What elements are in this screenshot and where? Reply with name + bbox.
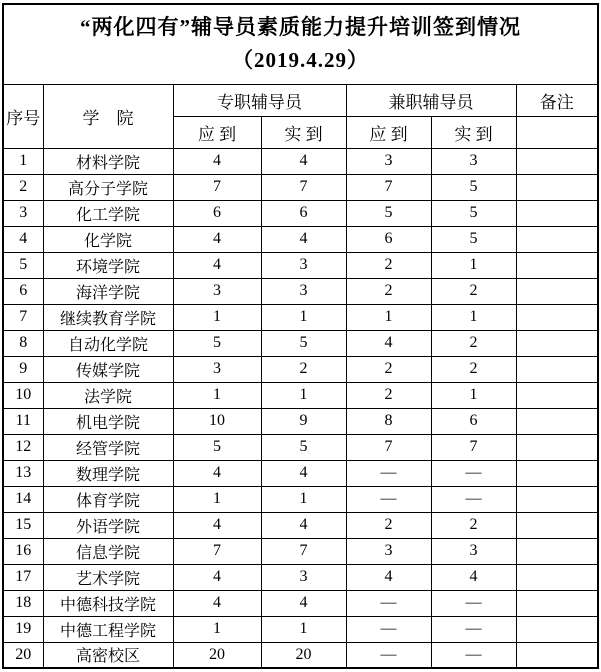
cell-college: 中德工程学院 [43, 616, 173, 642]
cell-no: 4 [3, 226, 43, 252]
cell-pt-actual: 1 [431, 382, 516, 408]
cell-ft-expected: 6 [173, 200, 261, 226]
table-row [3, 434, 598, 460]
cell-no: 10 [3, 382, 43, 408]
cell-ft-expected: 4 [173, 460, 261, 486]
cell-college: 化学院 [43, 226, 173, 252]
table-row [3, 330, 598, 356]
cell-college: 环境学院 [43, 252, 173, 278]
cell-remark [516, 538, 598, 564]
cell-ft-actual: 3 [261, 278, 346, 304]
cell-pt-expected: 4 [346, 330, 431, 356]
cell-ft-actual: 3 [261, 252, 346, 278]
cell-remark [516, 564, 598, 590]
table-body [3, 4, 598, 668]
cell-pt-expected: 3 [346, 148, 431, 174]
cell-pt-actual: 2 [431, 512, 516, 538]
cell-no: 17 [3, 564, 43, 590]
cell-pt-expected: 2 [346, 356, 431, 382]
table-row [3, 642, 598, 668]
cell-ft-expected: 4 [173, 148, 261, 174]
cell-ft-actual: 5 [261, 434, 346, 460]
cell-remark [516, 486, 598, 512]
title-line2: （2019.4.29） [232, 48, 370, 73]
cell-ft-actual: 4 [261, 512, 346, 538]
cell-pt-actual: — [431, 590, 516, 616]
cell-ft-expected: 4 [173, 512, 261, 538]
cell-ft-actual: 1 [261, 616, 346, 642]
cell-no: 2 [3, 174, 43, 200]
cell-ft-expected: 4 [173, 590, 261, 616]
header-college: 学 院 [43, 84, 173, 148]
cell-no: 8 [3, 330, 43, 356]
cell-pt-actual: — [431, 616, 516, 642]
cell-remark [516, 174, 598, 200]
table-row [3, 512, 598, 538]
cell-remark [516, 512, 598, 538]
document-title [3, 4, 598, 84]
cell-ft-expected: 3 [173, 356, 261, 382]
cell-pt-actual: — [431, 642, 516, 668]
cell-pt-expected: 2 [346, 512, 431, 538]
cell-remark [516, 148, 598, 174]
cell-college: 海洋学院 [43, 278, 173, 304]
cell-pt-actual: 3 [431, 148, 516, 174]
cell-college: 法学院 [43, 382, 173, 408]
cell-college: 经管学院 [43, 434, 173, 460]
table-row [3, 486, 598, 512]
cell-ft-actual: 5 [261, 330, 346, 356]
cell-pt-expected: 2 [346, 278, 431, 304]
cell-pt-expected: 8 [346, 408, 431, 434]
table-row [3, 538, 598, 564]
cell-ft-actual: 4 [261, 590, 346, 616]
cell-no: 3 [3, 200, 43, 226]
cell-remark [516, 200, 598, 226]
cell-ft-actual: 4 [261, 460, 346, 486]
cell-ft-expected: 1 [173, 382, 261, 408]
cell-no: 14 [3, 486, 43, 512]
header-fulltime-expected: 应 到 [173, 116, 261, 148]
cell-no: 18 [3, 590, 43, 616]
cell-pt-expected: — [346, 616, 431, 642]
cell-pt-expected: 6 [346, 226, 431, 252]
cell-pt-actual: 7 [431, 434, 516, 460]
cell-pt-expected: 2 [346, 252, 431, 278]
cell-ft-actual: 20 [261, 642, 346, 668]
cell-no: 5 [3, 252, 43, 278]
header-fulltime-group: 专职辅导员 [173, 84, 346, 116]
cell-no: 13 [3, 460, 43, 486]
cell-remark [516, 434, 598, 460]
cell-ft-actual: 4 [261, 226, 346, 252]
cell-remark [516, 408, 598, 434]
cell-remark [516, 460, 598, 486]
cell-ft-actual: 7 [261, 538, 346, 564]
cell-remark [516, 642, 598, 668]
cell-pt-actual: 5 [431, 226, 516, 252]
cell-no: 12 [3, 434, 43, 460]
cell-pt-expected: — [346, 590, 431, 616]
cell-remark [516, 616, 598, 642]
header-row-main [3, 84, 598, 116]
header-parttime-expected: 应 到 [346, 116, 431, 148]
cell-remark [516, 252, 598, 278]
table-row [3, 590, 598, 616]
cell-pt-actual: 4 [431, 564, 516, 590]
cell-pt-expected: 4 [346, 564, 431, 590]
cell-college: 机电学院 [43, 408, 173, 434]
cell-ft-expected: 4 [173, 564, 261, 590]
signin-table [2, 3, 599, 669]
cell-no: 20 [3, 642, 43, 668]
cell-college: 中德科技学院 [43, 590, 173, 616]
cell-pt-actual: 1 [431, 304, 516, 330]
cell-no: 15 [3, 512, 43, 538]
cell-remark [516, 278, 598, 304]
cell-ft-actual: 9 [261, 408, 346, 434]
cell-remark [516, 356, 598, 382]
cell-no: 11 [3, 408, 43, 434]
cell-pt-expected: — [346, 460, 431, 486]
cell-ft-expected: 20 [173, 642, 261, 668]
cell-no: 6 [3, 278, 43, 304]
cell-college: 数理学院 [43, 460, 173, 486]
cell-pt-actual: — [431, 486, 516, 512]
cell-college: 高密校区 [43, 642, 173, 668]
cell-no: 7 [3, 304, 43, 330]
cell-ft-expected: 4 [173, 252, 261, 278]
cell-pt-actual: 1 [431, 252, 516, 278]
cell-pt-expected: 7 [346, 174, 431, 200]
cell-ft-actual: 2 [261, 356, 346, 382]
cell-college: 继续教育学院 [43, 304, 173, 330]
table-row [3, 356, 598, 382]
cell-pt-expected: 3 [346, 538, 431, 564]
header-fulltime-actual: 实 到 [261, 116, 346, 148]
cell-no: 16 [3, 538, 43, 564]
cell-no: 19 [3, 616, 43, 642]
cell-pt-expected: 5 [346, 200, 431, 226]
cell-ft-expected: 1 [173, 616, 261, 642]
table-row [3, 304, 598, 330]
cell-pt-expected: 1 [346, 304, 431, 330]
cell-remark [516, 330, 598, 356]
header-parttime-group: 兼职辅导员 [346, 84, 516, 116]
cell-remark [516, 590, 598, 616]
cell-pt-expected: — [346, 486, 431, 512]
title-line1: “两化四有”辅导员素质能力提升培训签到情况 [80, 14, 522, 39]
header-remark: 备注 [516, 84, 598, 116]
title-row [3, 4, 598, 84]
table-row [3, 226, 598, 252]
cell-college: 化工学院 [43, 200, 173, 226]
cell-ft-expected: 10 [173, 408, 261, 434]
cell-pt-expected: — [346, 642, 431, 668]
header-no: 序号 [3, 84, 43, 148]
cell-remark [516, 382, 598, 408]
table-row [3, 148, 598, 174]
cell-ft-actual: 1 [261, 382, 346, 408]
cell-pt-actual: — [431, 460, 516, 486]
table-row [3, 174, 598, 200]
cell-college: 传媒学院 [43, 356, 173, 382]
table-row [3, 200, 598, 226]
cell-remark [516, 226, 598, 252]
cell-ft-actual: 4 [261, 148, 346, 174]
table-row [3, 460, 598, 486]
header-remark-empty [516, 116, 598, 148]
table-row [3, 278, 598, 304]
cell-pt-actual: 3 [431, 538, 516, 564]
cell-pt-actual: 5 [431, 200, 516, 226]
cell-ft-actual: 6 [261, 200, 346, 226]
table-row [3, 252, 598, 278]
cell-pt-actual: 6 [431, 408, 516, 434]
cell-ft-expected: 7 [173, 174, 261, 200]
cell-pt-actual: 2 [431, 356, 516, 382]
cell-no: 1 [3, 148, 43, 174]
cell-college: 材料学院 [43, 148, 173, 174]
cell-pt-expected: 7 [346, 434, 431, 460]
cell-pt-actual: 5 [431, 174, 516, 200]
cell-pt-actual: 2 [431, 278, 516, 304]
cell-ft-expected: 5 [173, 330, 261, 356]
cell-pt-actual: 2 [431, 330, 516, 356]
cell-ft-expected: 5 [173, 434, 261, 460]
cell-ft-expected: 1 [173, 304, 261, 330]
cell-college: 高分子学院 [43, 174, 173, 200]
table-row [3, 564, 598, 590]
cell-ft-actual: 1 [261, 486, 346, 512]
cell-no: 9 [3, 356, 43, 382]
table-row [3, 408, 598, 434]
cell-college: 艺术学院 [43, 564, 173, 590]
cell-college: 体育学院 [43, 486, 173, 512]
cell-ft-expected: 7 [173, 538, 261, 564]
table-row [3, 616, 598, 642]
table-row [3, 382, 598, 408]
cell-ft-expected: 3 [173, 278, 261, 304]
cell-ft-actual: 3 [261, 564, 346, 590]
cell-ft-actual: 1 [261, 304, 346, 330]
cell-ft-expected: 1 [173, 486, 261, 512]
cell-ft-expected: 4 [173, 226, 261, 252]
cell-college: 信息学院 [43, 538, 173, 564]
cell-college: 外语学院 [43, 512, 173, 538]
cell-pt-expected: 2 [346, 382, 431, 408]
cell-remark [516, 304, 598, 330]
cell-ft-actual: 7 [261, 174, 346, 200]
cell-college: 自动化学院 [43, 330, 173, 356]
header-parttime-actual: 实 到 [431, 116, 516, 148]
